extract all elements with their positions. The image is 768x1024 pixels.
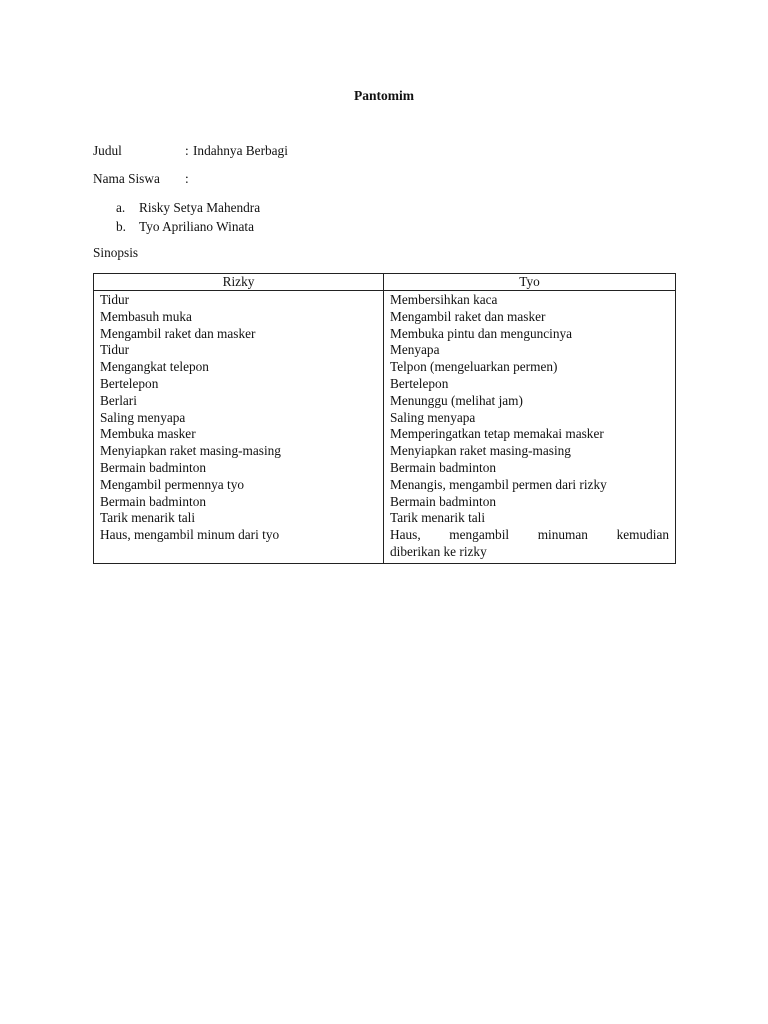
tyo-action-line: Menangis, mengambil permen dari rizky [390,476,607,492]
list-item [116,199,260,218]
student-name: Risky Setya Mahendra [139,200,261,215]
nama-siswa-row [93,171,193,187]
rizky-action-line: Haus, mengambil minum dari tyo [100,527,280,543]
table-header-row [94,274,676,291]
rizky-action-line: Berlari [100,392,137,408]
rizky-action-line: Mengambil raket dan masker [100,325,256,341]
table-row [94,291,676,564]
rizky-action-line: Membasuh muka [100,308,192,324]
rizky-action-line: Tidur [100,292,130,307]
synopsis-table [93,273,676,564]
judul-value: Indahnya Berbagi [193,143,288,158]
rizky-action-line: Saling menyapa [100,409,186,425]
rizky-action-line: Bertelepon [100,375,159,391]
tyo-action-line: Tarik menarik tali [390,510,486,526]
tyo-actions-cell [384,291,676,564]
tyo-action-line: Telpon (mengeluarkan permen) [390,359,558,375]
tyo-action-line: Bermain badminton [390,459,496,475]
tyo-action-line: Bertelepon [390,375,449,391]
tyo-action-line: Menyapa [390,342,440,358]
rizky-action-line: Mengangkat telepon [100,359,209,375]
rizky-actions-cell [94,291,384,564]
rizky-action-line: Bermain badminton [100,459,206,475]
tyo-action-line: Menunggu (melihat jam) [390,392,523,408]
tyo-action-list [384,291,675,563]
rizky-action-list [94,291,383,546]
document-title: Pantomim [354,88,414,103]
sinopsis-label: Sinopsis [93,245,139,260]
judul-colon: : [185,143,189,158]
rizky-action-line: Bermain badminton [100,493,206,509]
judul-row [93,143,288,159]
tyo-action-line: diberikan ke rizky [390,543,487,559]
list-marker: a. [116,200,126,215]
column-header-rizky: Rizky [94,274,384,291]
tyo-action-line: Saling menyapa [390,409,476,425]
tyo-action-line: Bermain badminton [390,493,496,509]
tyo-action-line: Mengambil raket dan masker [390,308,546,324]
tyo-action-line: Memperingatkan tetap memakai masker [390,426,604,442]
nama-siswa-colon: : [185,171,189,186]
student-list [116,199,260,236]
tyo-action-line: Membersihkan kaca [390,292,498,307]
tyo-action-line: Haus, mengambil minuman kemudian [390,527,669,543]
column-header-tyo: Tyo [384,274,676,291]
tyo-action-line: Membuka pintu dan menguncinya [390,325,573,341]
rizky-action-line: Tarik menarik tali [100,510,196,526]
rizky-action-line: Menyiapkan raket masing-masing [100,443,281,459]
rizky-action-line: Mengambil permennya tyo [100,476,245,492]
student-name: Tyo Apriliano Winata [139,218,254,234]
rizky-action-line: Tidur [100,342,130,358]
tyo-action-line: Menyiapkan raket masing-masing [390,443,571,459]
rizky-action-line: Membuka masker [100,426,196,442]
judul-label: Judul [93,143,122,158]
list-item [116,218,260,237]
nama-siswa-label: Nama Siswa [93,171,160,186]
list-marker: b. [116,218,126,234]
